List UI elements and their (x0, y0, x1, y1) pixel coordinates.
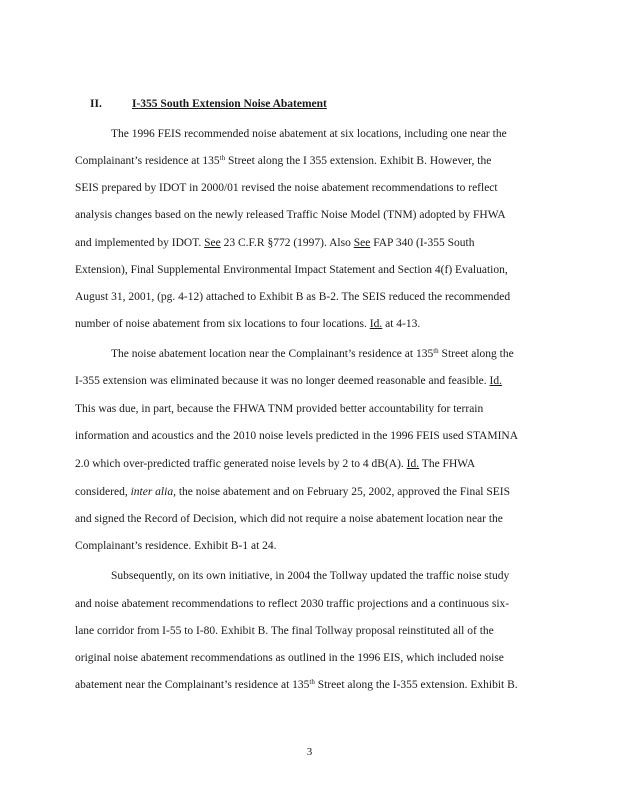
paragraph-1-line-3: SEIS prepared by IDOT in 2000/01 revised the noise abatement recommendations to reflect (75, 182, 498, 194)
paragraph-3-line-5: abatement near the Complainant’s residence at 135th Street along the I-355 extension. Exhibit B. (75, 678, 518, 691)
paragraph-2-line-2: I-355 extension was eliminated because it was no longer deemed reasonable and feasible. Id. (75, 375, 502, 387)
paragraph-1-line-7: August 31, 2001, (pg. 4-12) attached to Exhibit B as B-2. The SEIS reduced the recommended (75, 291, 511, 303)
paragraph-1-line-4: analysis changes based on the newly released Traffic Noise Model (TNM) adopted by FHWA (75, 209, 506, 221)
paragraph-2-line-4: information and acoustics and the 2010 noise levels predicted in the 1996 FEIS used STAMINA (75, 430, 519, 442)
section-number: II. (90, 98, 102, 110)
page-number: 3 (306, 746, 313, 758)
paragraph-2-line-8: Complainant’s residence. Exhibit B-1 at 24. (75, 540, 277, 552)
paragraph-2-line-1: The noise abatement location near the Complainant’s residence at 135th Street along the (111, 347, 514, 360)
section-title: I-355 South Extension Noise Abatement (132, 98, 327, 110)
paragraph-1-line-2: Complainant’s residence at 135th Street along the I 355 extension. Exhibit B. However, the (75, 154, 492, 167)
paragraph-3-line-2: and noise abatement recommendations to reflect 2030 traffic projections and a continuous six- (75, 598, 510, 610)
paragraph-1-line-8: number of noise abatement from six locations to four locations. Id. at 4-13. (75, 318, 421, 330)
paragraph-2-line-6: considered, inter alia, the noise abatement and on February 25, 2002, approved the Final SEIS (75, 486, 511, 498)
paragraph-1-line-5: and implemented by IDOT. See 23 C.F.R §772 (1997). Also See FAP 340 (I-355 South (75, 237, 475, 249)
paragraph-1-line-1: The 1996 FEIS recommended noise abatement at six locations, including one near the (111, 128, 507, 140)
paragraph-2-line-3: This was due, in part, because the FHWA TNM provided better accountability for terrain (75, 403, 484, 415)
paragraph-3-line-4: original noise abatement recommendations as outlined in the 1996 EIS, which included noise (75, 652, 504, 664)
paragraph-3-line-1: Subsequently, on its own initiative, in 2004 the Tollway updated the traffic noise study (111, 570, 510, 582)
paragraph-2-line-5: 2.0 which over-predicted traffic generated noise levels by 2 to 4 dB(A). Id. The FHWA (75, 458, 476, 470)
paragraph-1-line-6: Extension), Final Supplemental Environmental Impact Statement and Section 4(f) Evaluation, (75, 264, 508, 276)
paragraph-3-line-3: lane corridor from I-55 to I-80. Exhibit B. The final Tollway proposal reinstituted all of the (75, 625, 494, 637)
section-heading (90, 98, 327, 110)
paragraph-2-line-7: and signed the Record of Decision, which did not require a noise abatement location near the (75, 513, 503, 525)
